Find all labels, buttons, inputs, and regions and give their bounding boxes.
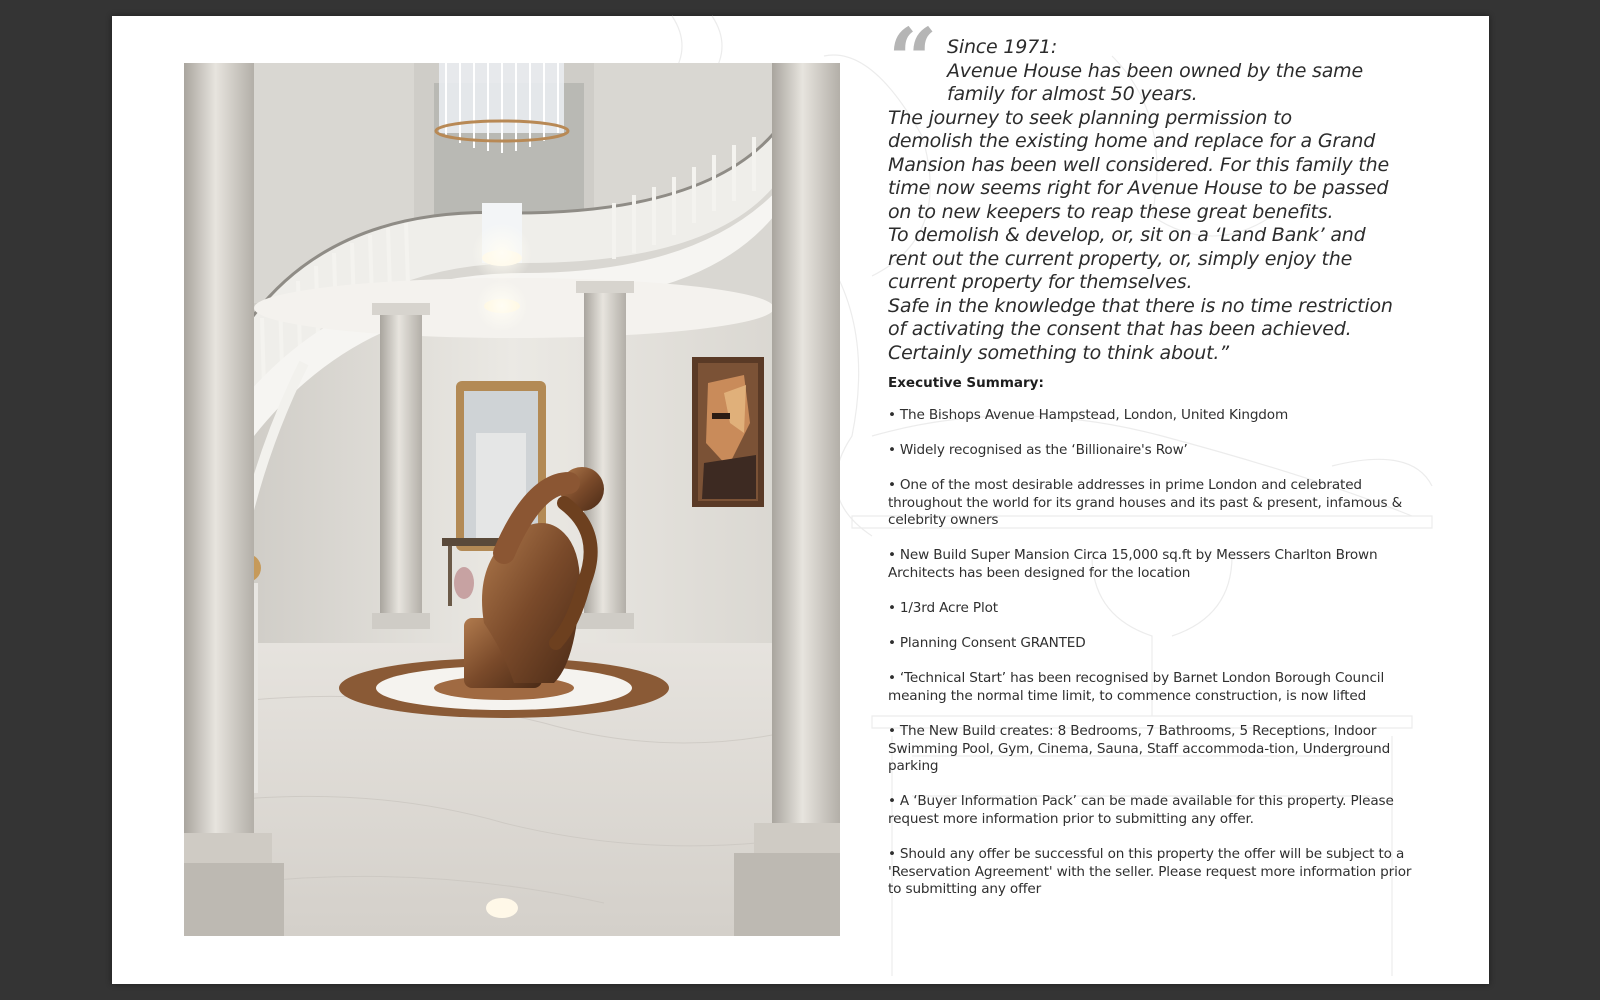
quote-body-line: on to new keepers to reap these great benefits. [888, 200, 1334, 223]
quote-body-line: The journey to seek planning permission to [888, 106, 1292, 129]
quote-body-line: current property for themselves. [888, 271, 1193, 293]
text-column [888, 10, 1418, 916]
list-item [888, 670, 1418, 705]
quote-body-line: of activating the consent that has been achieved. [888, 318, 1352, 340]
list-item-text: A ‘Buyer Information Pack’ can be made available for this property. Please request more information prior to submitting any offer. [888, 793, 1394, 827]
list-item-text: ‘Technical Start’ has been recognised by Barnet London Borough Council meaning the normal time limit, to commence construction, is now lifted [888, 670, 1385, 704]
list-item [888, 477, 1418, 530]
svg-text:“: “ [888, 10, 938, 111]
list-item-text: Planning Consent GRANTED [899, 635, 1086, 652]
list-item [888, 442, 1418, 460]
bullet-icon: • [888, 846, 896, 862]
summary-list [888, 407, 1418, 899]
quote-heading-line: family for almost 50 years. [947, 83, 1198, 105]
quote-heading-line: Since 1971: [947, 36, 1058, 58]
list-item-text: 1/3rd Acre Plot [899, 600, 998, 617]
quote-body-line: Safe in the knowledge that there is no time restriction [888, 294, 1393, 317]
cubist-painting [692, 357, 764, 507]
bullet-icon: • [888, 477, 896, 494]
list-item [888, 793, 1418, 828]
quote-block [888, 36, 1418, 365]
quote-body [888, 107, 1418, 366]
quote-body-line: Certainly something to think about.” [888, 341, 1229, 364]
list-item [888, 635, 1418, 653]
quote-body-line: demolish the existing home and replace for a Grand [888, 130, 1376, 152]
bullet-icon: • [888, 635, 896, 652]
interior-photo-illustration [184, 63, 840, 936]
list-item-text: The New Build creates: 8 Bedrooms, 7 Bathrooms, 5 Receptions, Indoor Swimming Pool, Gym, Cinema, Sauna, Staff accommoda-tion, Underground parking [888, 723, 1391, 775]
bullet-icon: • [888, 547, 896, 564]
list-item-text: The Bishops Avenue Hampstead, London, United Kingdom [899, 407, 1289, 423]
quote-body-line: rent out the current property, or, simply enjoy the [888, 247, 1353, 270]
bullet-icon: • [888, 407, 896, 423]
quote-mark-icon [888, 10, 942, 111]
bullet-icon: • [888, 600, 896, 617]
executive-summary-title: Executive Summary: [888, 375, 1044, 391]
quote-heading-line: Avenue House has been owned by the same [947, 59, 1363, 82]
list-item [888, 600, 1418, 618]
list-item-text: Should any offer be successful on this property the offer will be subject to a 'Reservation Agreement' with the seller. Please request more information prior to submitting any offer [888, 846, 1412, 898]
bullet-icon: • [888, 793, 896, 810]
bullet-icon: • [888, 670, 896, 687]
quote-body-line: Mansion has been well considered. For this family the [888, 153, 1389, 176]
bullet-icon: • [888, 723, 896, 740]
list-item [888, 407, 1418, 425]
list-item [888, 723, 1418, 776]
brochure-page [112, 10, 1489, 984]
quote-body-line: To demolish & develop, or, sit on a ‘Land Bank’ and [888, 224, 1366, 246]
bullet-icon: • [888, 442, 896, 459]
list-item-text: New Build Super Mansion Circa 15,000 sq.ft by Messers Charlton Brown Architects has been designed for the location [888, 547, 1378, 582]
list-item-text: One of the most desirable addresses in prime London and celebrated throughout the world for its grand houses and its past & present, infamous & celebrity owners [888, 477, 1403, 529]
interior-photo [184, 63, 840, 936]
list-item [888, 547, 1418, 582]
list-item [888, 846, 1418, 899]
quote-heading [888, 36, 1418, 107]
quote-body-line: time now seems right for Avenue House to be passed [888, 177, 1389, 199]
list-item-text: Widely recognised as the ‘Billionaire's Row’ [899, 442, 1188, 459]
